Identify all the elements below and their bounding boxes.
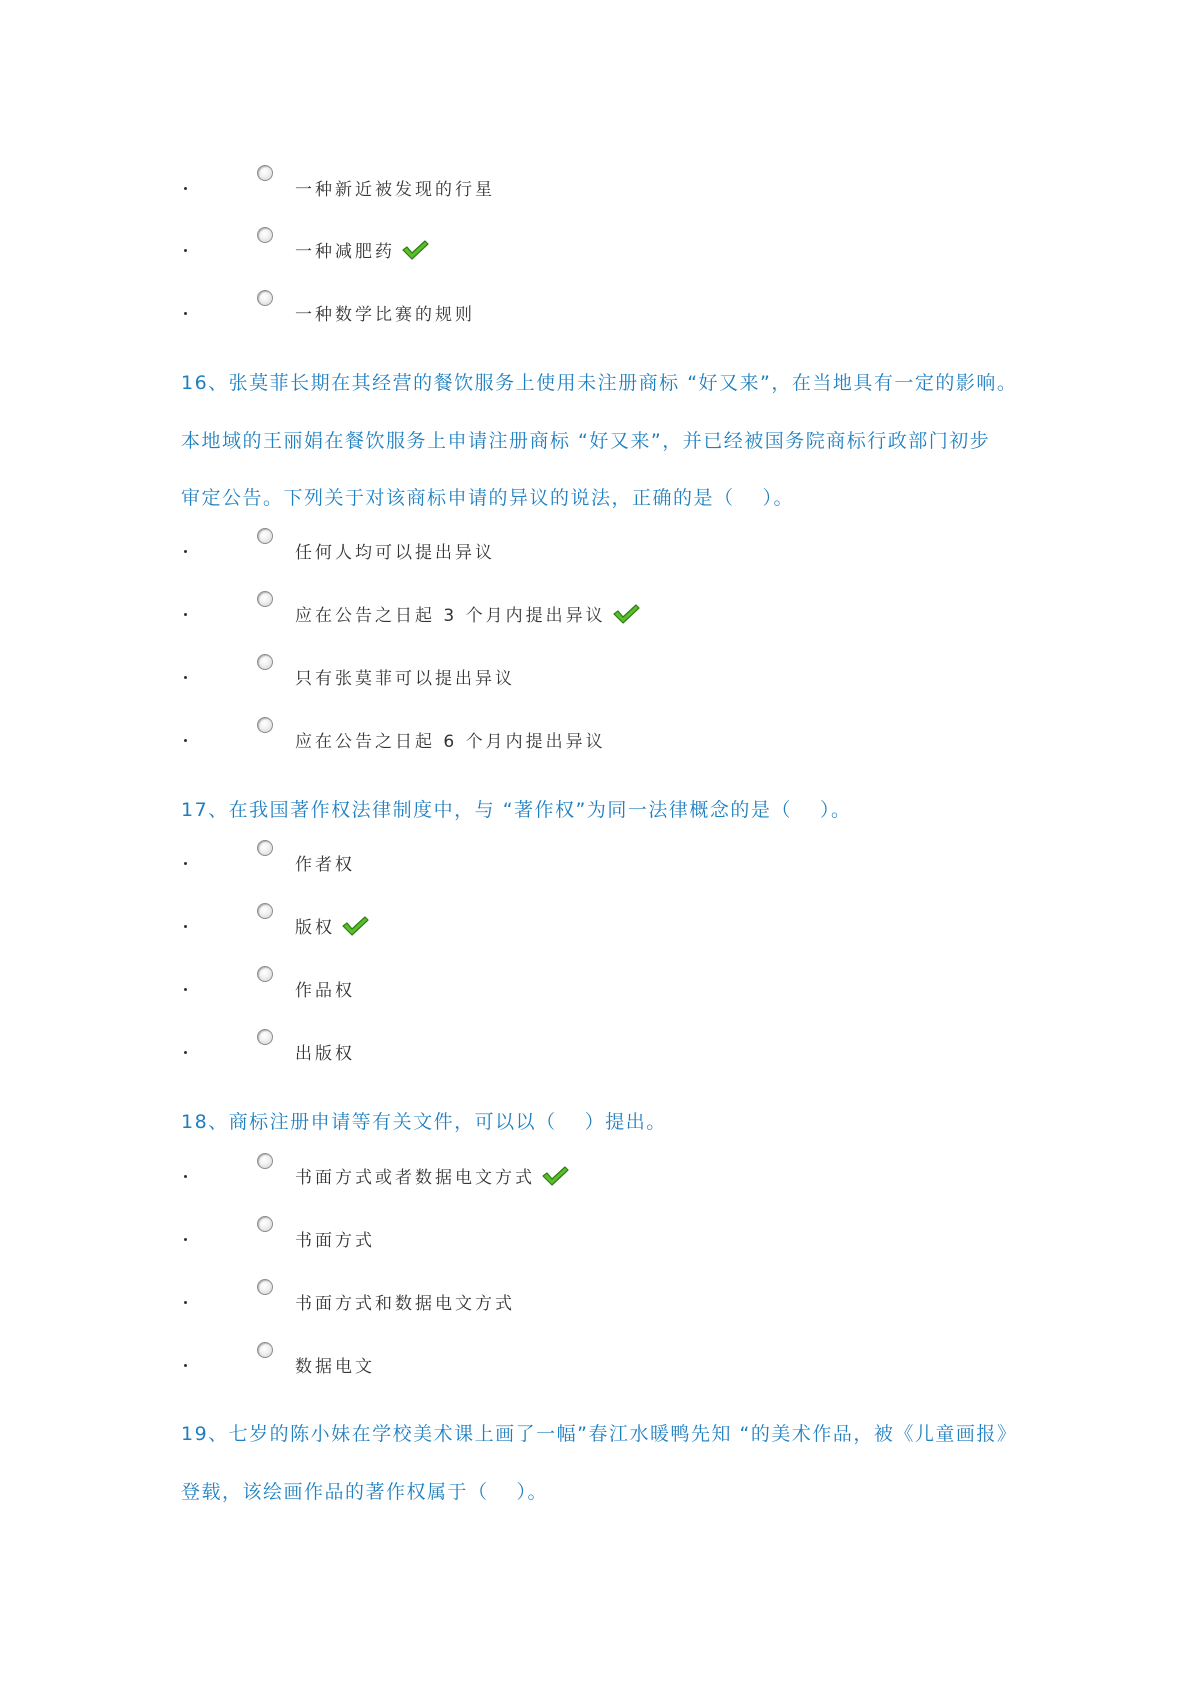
q16-text-line-3: 审定公告。下列关于对该商标申请的异议的说法，正确的是（ ）。: [181, 487, 795, 509]
q17-option-4[interactable]: [0, 1029, 1191, 1069]
radio-button-icon[interactable]: [257, 1153, 273, 1169]
radio-button-icon[interactable]: [257, 1029, 273, 1045]
radio-button-icon[interactable]: [257, 1216, 273, 1232]
q18-option-3[interactable]: [0, 1279, 1191, 1319]
q15-option-1-text: 一种新近被发现的行星: [295, 180, 495, 200]
radio-button-icon[interactable]: [257, 591, 273, 607]
q16-text-line-1: 16、张莫菲长期在其经营的餐饮服务上使用未注册商标 “好又来”，在当地具有一定的影响。: [181, 372, 1018, 394]
radio-button-icon[interactable]: [257, 1342, 273, 1358]
q17-option-2[interactable]: [0, 903, 1191, 943]
radio-button-icon[interactable]: [257, 290, 273, 306]
bullet: [184, 187, 187, 190]
q16-option-2[interactable]: [0, 591, 1191, 631]
bullet: [184, 1238, 187, 1241]
q16-option-3[interactable]: [0, 654, 1191, 694]
q18-option-4-text: 数据电文: [295, 1357, 375, 1377]
bullet: [184, 1301, 187, 1304]
q17-text-line-1: 17、在我国著作权法律制度中，与 “著作权”为同一法律概念的是（ ）。: [181, 799, 852, 821]
radio-button-icon[interactable]: [257, 654, 273, 670]
radio-button-icon[interactable]: [257, 528, 273, 544]
bullet: [184, 676, 187, 679]
bullet: [184, 925, 187, 928]
q16-text-line-2: 本地域的王丽娟在餐饮服务上申请注册商标 “好又来”，并已经被国务院商标行政部门初步: [181, 430, 991, 452]
q19-text-line-2: 登载，该绘画作品的著作权属于（ ）。: [181, 1481, 549, 1503]
q17-option-2-text: 版权: [295, 913, 369, 938]
q15-option-3[interactable]: [0, 290, 1191, 330]
radio-button-icon[interactable]: [257, 966, 273, 982]
q17-option-4-text: 出版权: [295, 1044, 355, 1064]
bullet: [184, 739, 187, 742]
q16-option-2-text: 应在公告之日起 3 个月内提出异议: [295, 601, 640, 626]
bullet: [184, 249, 187, 252]
q15-option-3-text: 一种数学比赛的规则: [295, 305, 475, 325]
q19-text-line-1: 19、七岁的陈小妹在学校美术课上画了一幅”春江水暖鸭先知 “的美术作品，被《儿童画报》: [181, 1423, 1018, 1445]
q15-option-1[interactable]: [0, 165, 1191, 205]
q18-option-2[interactable]: [0, 1216, 1191, 1256]
bullet: [184, 1364, 187, 1367]
checkmark-icon: [401, 239, 429, 261]
q17-option-1[interactable]: [0, 840, 1191, 880]
q18-option-1-text: 书面方式或者数据电文方式: [295, 1163, 569, 1188]
q18-option-4[interactable]: [0, 1342, 1191, 1382]
radio-button-icon[interactable]: [257, 227, 273, 243]
q16-option-4-text: 应在公告之日起 6 个月内提出异议: [295, 732, 606, 752]
q16-option-3-text: 只有张莫菲可以提出异议: [295, 669, 515, 689]
bullet: [184, 1051, 187, 1054]
bullet: [184, 988, 187, 991]
q15-option-2[interactable]: [0, 227, 1191, 267]
q16-option-4[interactable]: [0, 717, 1191, 757]
checkmark-icon: [341, 915, 369, 937]
radio-button-icon[interactable]: [257, 840, 273, 856]
q17-option-3[interactable]: [0, 966, 1191, 1006]
q17-option-1-text: 作者权: [295, 855, 355, 875]
bullet: [184, 613, 187, 616]
bullet: [184, 550, 187, 553]
bullet: [184, 312, 187, 315]
q18-option-2-text: 书面方式: [295, 1231, 375, 1251]
q18-option-1[interactable]: [0, 1153, 1191, 1193]
q18-text-line-1: 18、商标注册申请等有关文件，可以以（ ）提出。: [181, 1111, 667, 1133]
q17-option-3-text: 作品权: [295, 981, 355, 1001]
bullet: [184, 862, 187, 865]
radio-button-icon[interactable]: [257, 717, 273, 733]
bullet: [184, 1175, 187, 1178]
q15-option-2-text: 一种减肥药: [295, 237, 429, 262]
q16-option-1[interactable]: [0, 528, 1191, 568]
radio-button-icon[interactable]: [257, 903, 273, 919]
q18-option-3-text: 书面方式和数据电文方式: [295, 1294, 515, 1314]
checkmark-icon: [541, 1165, 569, 1187]
radio-button-icon[interactable]: [257, 1279, 273, 1295]
q16-option-1-text: 任何人均可以提出异议: [295, 543, 495, 563]
checkmark-icon: [612, 603, 640, 625]
radio-button-icon[interactable]: [257, 165, 273, 181]
